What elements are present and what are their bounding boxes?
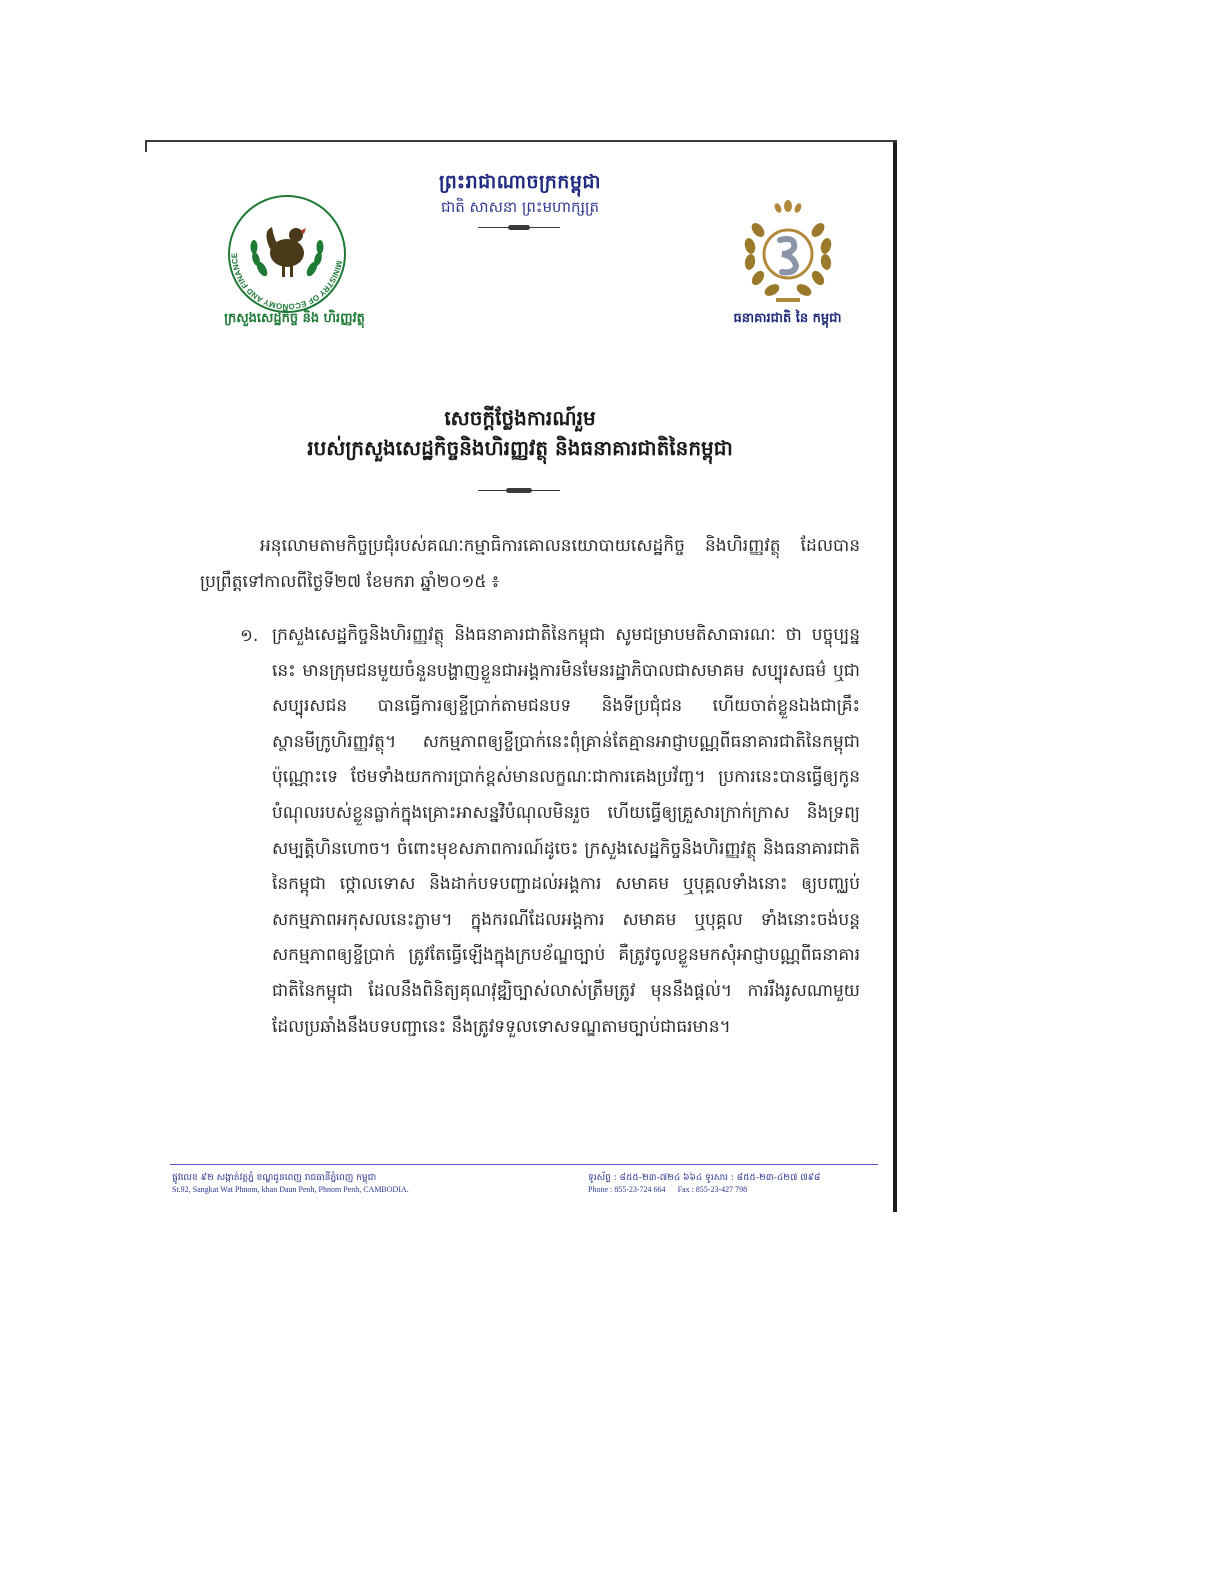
nbc-emblem-logo [738, 200, 838, 308]
scan-edge-top [145, 140, 897, 142]
footer-contact [588, 1172, 878, 1196]
intro-paragraph: អនុលោមតាមកិច្ចប្រជុំរបស់គណៈកម្មាធិការគោលនយោបាយសេដ្ឋកិច្ច និងហិរញ្ញវត្ថុ ដែលបានប្រព្រឹត្តទៅកាលពីថ្ងៃទី២៧ ខែមករា ឆ្នាំ២០១៥ ៖ [200, 536, 860, 592]
item-paragraph: ក្រសួងសេដ្ឋកិច្ចនិងហិរញ្ញវត្ថុ និងធនាគារជាតិនៃកម្ពុជា សូមជម្រាបមតិសាធារណៈ ថា បច្ចុប្បន្ននេះ មានក្រុមជនមួយចំនួនបង្ហាញខ្លួនជាអង្គការមិនមែនរដ្ឋាភិបាលជាសមាគម សប្បុរសធម៌ ឬជាសប្បុរសជន បានធ្វើការឲ្យខ្ចីប្រាក់តាមជនបទ និងទីប្រជុំជន ហើយចាត់ខ្លួនឯងជាគ្រឹះស្ថានមីក្រូហិរញ្ញវត្ថុ។ សកម្មភាពឲ្យខ្ចីប្រាក់នេះពុំគ្រាន់តែគ្មានអាជ្ញាបណ្ណពីធនាគារជាតិនៃកម្ពុជាប៉ុណ្ណោះទេ ថែមទាំងយកការប្រាក់ខ្ពស់មានលក្ខណៈជាការគេងប្រវ័ញ្ច។ ប្រការនេះបានធ្វើឲ្យកូនបំណុលរបស់ខ្លួនធ្លាក់ក្នុងគ្រោះអាសន្នវិបំណុលមិនរួច ហើយធ្វើឲ្យគ្រួសារក្រាក់ក្រាស និងទ្រព្យសម្បត្តិហិនហោច។ ចំពោះមុខសភាពការណ៍ដូចេះ ក្រសួងសេដ្ឋកិច្ចនិងហិរញ្ញវត្ថុ និងធនាគារជាតិនៃកម្ពុជា ថ្កោលទោស និងដាក់បទបញ្ជាដល់អង្គការ សមាគម ឬបុគ្គលទាំងនោះ ឲ្យបញ្ឈប់សកម្មភាពអកុសលនេះភ្លាម។ ក្នុងករណីដែលអង្គការ សមាគម ឬបុគ្គល ទាំងនោះចង់បន្តសកម្មភាពឲ្យខ្ចីប្រាក់ ត្រូវតែធ្វើឡើងក្នុងក្របខ័ណ្ឌច្បាប់ គឺត្រូវចូលខ្លួនមកសុំអាជ្ញាបណ្ណពីធនាគារជាតិនៃកម្ពុជា ដែលនឹងពិនិត្យគុណវុឌ្ឍិច្បាស់លាស់ត្រឹមត្រូវ មុននឹងផ្តល់។ ការរឹងរូសណាមួយដែលប្រឆាំងនឹងបទបញ្ជានេះ នឹងត្រូវទទួលទោសទណ្ឌតាមច្បាប់ជាធរមាន។ [272, 625, 860, 1037]
footer-fax: Fax : 855-23-427 798 [677, 1185, 748, 1194]
title-divider [478, 490, 560, 491]
nbc-caption: ធនាគារជាតិ នៃ កម្ពុជា [733, 311, 842, 326]
scan-edge-right [893, 142, 897, 1212]
mef-ring-text: MINISTRY OF ECONOMY AND FINANCE [229, 252, 344, 312]
mef-caption: ក្រសួងសេដ្ឋកិច្ច និង ហិរញ្ញវត្ថុ [224, 311, 365, 326]
footer-address-en: St.92, Sangkat Wat Phnom, khan Daun Penh, Phnom Penh, CAMBODIA. [172, 1185, 409, 1194]
footer-address-km: ផ្លូវលេខ ៩២ សង្កាត់វត្តភ្នំ ខណ្ឌដូនពេញ រាជធានីភ្នំពេញ កម្ពុជា [172, 1173, 377, 1183]
footer-divider [170, 1164, 878, 1165]
national-motto: ជាតិ សាសនា ព្រះមហាក្សត្រ [440, 198, 600, 216]
item-number: ១. [240, 626, 259, 646]
kingdom-heading: ព្រះរាជាណាចក្រកម្ពុជា [439, 171, 601, 193]
footer-address [172, 1172, 462, 1196]
footer-phone: Phone : 855-23-724 664 [588, 1185, 666, 1194]
header-divider [478, 227, 560, 228]
mef-seal-logo [224, 191, 350, 317]
footer-contact-en [588, 1184, 878, 1196]
scan-edge-left [145, 140, 147, 152]
footer-contact-km: ទូរស័ព្ទ : ៨៥៥-២៣-៧២៤ ៦៦៤ ទូរសារ : ៨៥៥-២៣-៤២៧ ៧៩៨ [588, 1173, 821, 1183]
document-title: សេចក្តីថ្លែងការណ៍រួម [444, 406, 596, 430]
document-subtitle: របស់ក្រសួងសេដ្ឋកិច្ចនិងហិរញ្ញវត្ថុ និងធនាគារជាតិនៃកម្ពុជា [307, 436, 733, 460]
